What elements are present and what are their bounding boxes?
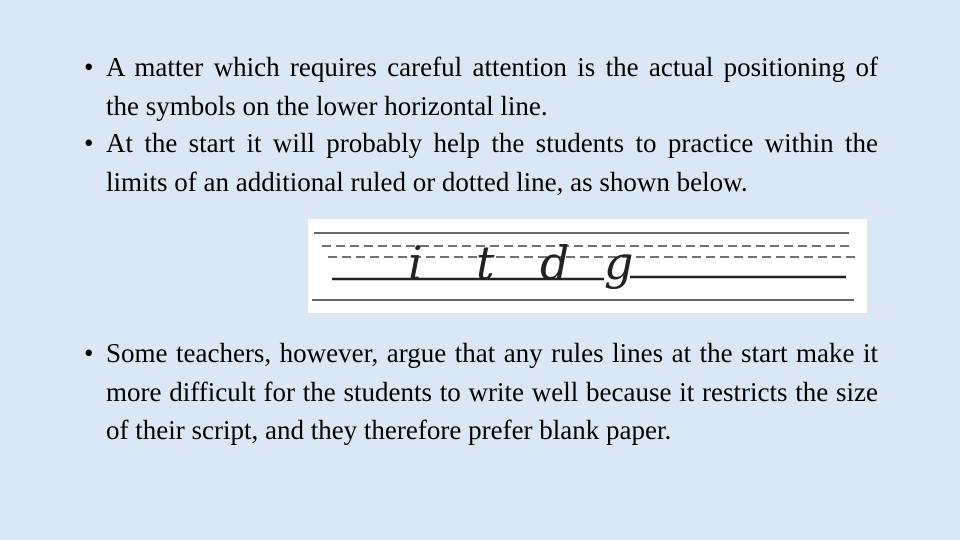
- bullet-item-1: [84, 48, 878, 125]
- ruled-lines-illustration: [308, 219, 867, 313]
- bullet-item-2: [84, 124, 878, 201]
- bullet-marker: •: [84, 338, 94, 368]
- handwriting-lines-figure: [308, 219, 867, 313]
- letter-i: i: [408, 236, 423, 290]
- bullet-item-3: [84, 334, 878, 450]
- letter-d: d: [540, 236, 570, 290]
- bullet-marker: •: [84, 128, 94, 158]
- bullet-text-3: Some teachers, however, argue that any rules lines at the start make it more difficult for the students to write well because it restricts the size of their script, and they therefore prefer blank paper.: [106, 338, 878, 445]
- bullet-text-2: At the start it will probably help the students to practice within the limits of an additional ruled or dotted line, as shown below.: [106, 128, 878, 197]
- bullet-text-1: A matter which requires careful attention is the actual positioning of the symbols on the lower horizontal line.: [106, 52, 878, 121]
- bullet-marker: •: [84, 52, 94, 82]
- letter-g: g: [604, 236, 634, 290]
- letter-t: t: [476, 236, 495, 290]
